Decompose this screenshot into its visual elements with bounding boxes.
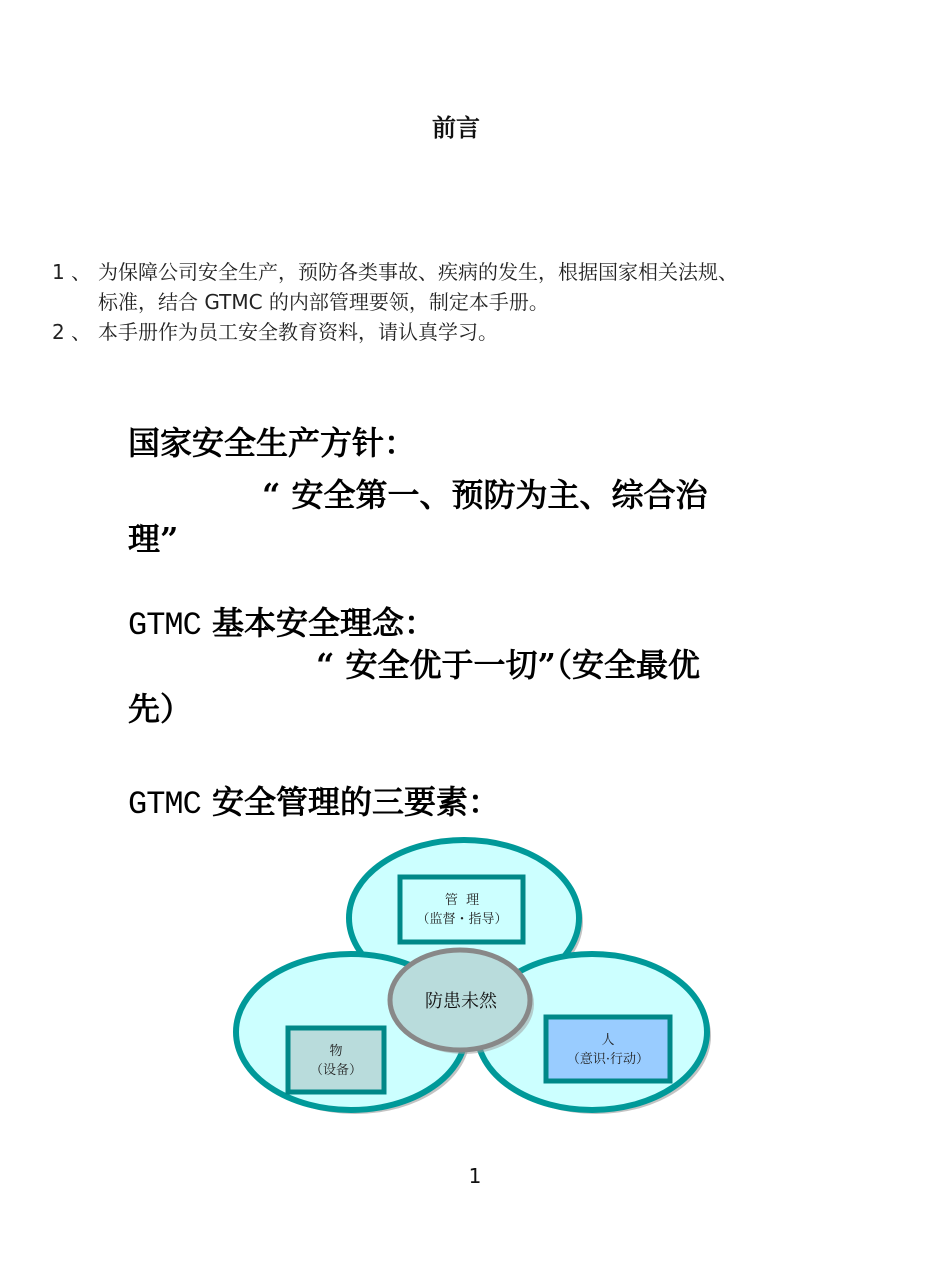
policy-quote-cont: 理” xyxy=(128,520,179,558)
center-label: 防患未然 xyxy=(425,991,497,1012)
person-sub: （意识·行动） xyxy=(566,1052,650,1067)
page-number: 1 xyxy=(468,1164,482,1188)
thing-sub: （设备） xyxy=(309,1063,363,1078)
thing-box xyxy=(288,1028,384,1092)
person-box xyxy=(546,1017,670,1081)
item-text: 本手册作为员工安全教育资料，请认真学习。 xyxy=(98,320,498,344)
concept-heading-prefix: GTMC xyxy=(128,607,201,644)
item-number: 2 、 xyxy=(52,320,92,344)
concept-heading xyxy=(128,598,436,644)
elements-heading xyxy=(128,777,500,823)
elements-heading-prefix: GTMC xyxy=(128,786,201,823)
three-elements-diagram xyxy=(0,830,950,1130)
policy-heading: 国家安全生产方针： xyxy=(128,424,417,462)
elements-heading-text: 安全管理的三要素： xyxy=(200,783,500,821)
page-title: 前言 xyxy=(432,114,480,142)
item-number: 1 、 xyxy=(52,260,92,284)
person-label: 人 xyxy=(601,1033,615,1048)
concept-heading-text: 基本安全理念： xyxy=(200,604,436,642)
policy-quote: “ 安全第一、预防为主、综合治 xyxy=(262,476,708,514)
list-item xyxy=(52,257,892,317)
item-text-line1: 为保障公司安全生产，预防各类事故、疾病的发生，根据国家相关法规、 xyxy=(98,260,738,284)
concept-quote-cont: 先） xyxy=(128,690,193,728)
management-box xyxy=(400,877,523,942)
management-label: 管 理 xyxy=(444,893,480,908)
management-sub: （监督・指导） xyxy=(416,912,508,927)
item-text-line2: 标准，结合 GTMC 的内部管理要领，制定本手册。 xyxy=(98,290,549,314)
thing-label: 物 xyxy=(329,1044,343,1059)
list-item xyxy=(52,317,498,347)
concept-quote: “ 安全优于一切”（安全最优 xyxy=(316,646,700,684)
